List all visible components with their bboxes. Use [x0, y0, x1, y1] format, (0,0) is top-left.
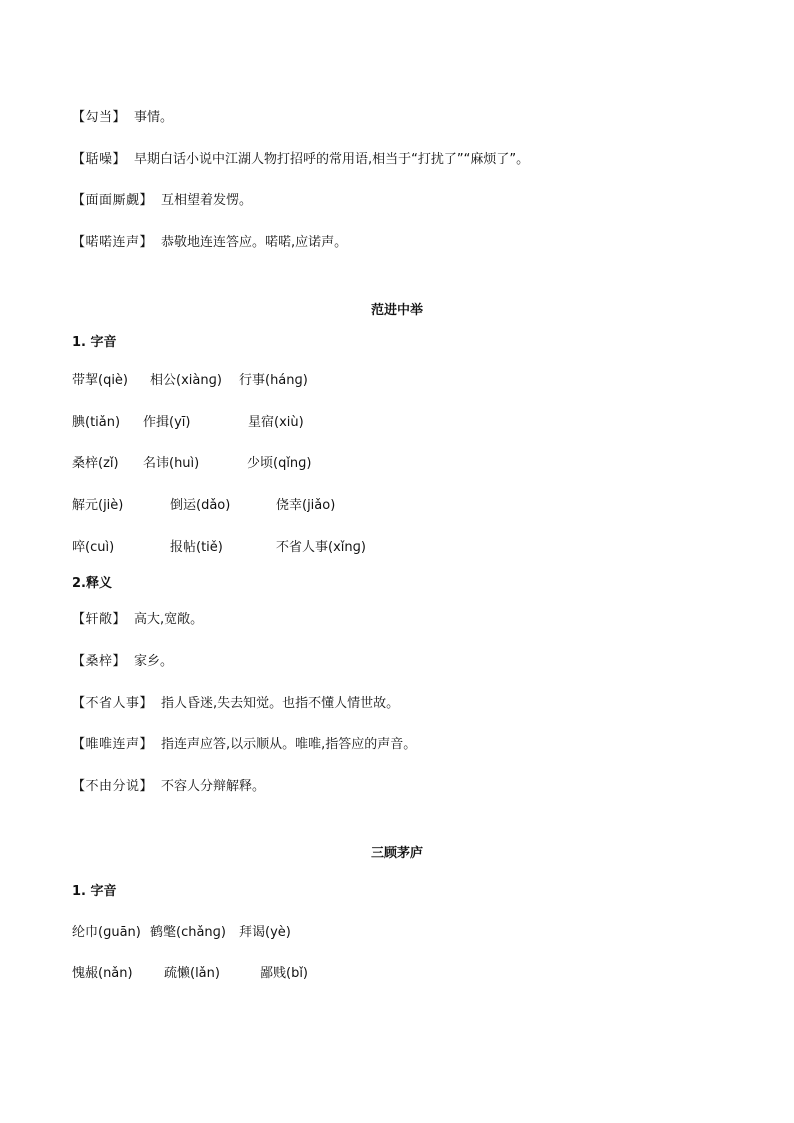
glossary-definition: 指连声应答,以示顺从。唯唯,指答应的声音。 [161, 737, 417, 752]
pronunciation-item: 疏懒(lǎn) [164, 966, 220, 981]
glossary-definition: 互相望着发愣。 [161, 193, 253, 208]
pronunciation-item: 侥幸(jiǎo) [276, 498, 336, 513]
glossary-term: 【聒噪】 [72, 152, 127, 167]
glossary-term: 【不省人事】 [72, 696, 154, 711]
glossary-entry [72, 233, 347, 253]
glossary-entry [72, 108, 173, 128]
pronunciation-item: 鹤氅(chǎnɡ) [150, 925, 226, 940]
glossary-term: 【勾当】 [72, 110, 127, 125]
pronunciation-item: 带挈(qiè) [72, 373, 129, 388]
glossary-definition: 事情。 [134, 110, 174, 125]
glossary-term: 【唯唯连声】 [72, 737, 154, 752]
pronunciation-item: 鄙贱(bǐ) [260, 966, 309, 981]
pronunciation-heading: 1. 字音 [72, 884, 117, 899]
pronunciation-item: 桑梓(zǐ) [72, 456, 119, 471]
glossary-definition: 早期白话小说中江湖人物打招呼的常用语,相当于“打扰了”“麻烦了”。 [134, 152, 530, 167]
glossary-entry [72, 735, 416, 755]
pronunciation-item: 解元(jiè) [72, 498, 124, 513]
glossary-entry [72, 652, 173, 672]
glossary-definition: 不容人分辩解释。 [161, 779, 266, 794]
pronunciation-item: 名讳(huì) [143, 456, 200, 471]
glossary-entry [72, 610, 203, 630]
pronunciation-heading: 1. 字音 [72, 335, 117, 350]
pronunciation-item: 腆(tiǎn) [72, 415, 121, 430]
glossary-definition: 高大,宽敞。 [134, 612, 204, 627]
glossary-definition: 恭敬地连连答应。喏喏,应诺声。 [161, 235, 348, 250]
glossary-term: 【喏喏连声】 [72, 235, 154, 250]
pronunciation-item: 不省人事(xǐnɡ) [276, 540, 366, 555]
pronunciation-item: 啐(cuì) [72, 540, 115, 555]
glossary-term: 【轩敞】 [72, 612, 127, 627]
pronunciation-item: 倒运(dǎo) [170, 498, 231, 513]
section-title: 三顾茅庐 [370, 846, 423, 861]
pronunciation-item: 星宿(xiù) [248, 415, 304, 430]
glossary-entry [72, 777, 265, 797]
glossary-definition: 指人昏迷,失去知觉。也指不懂人情世故。 [161, 696, 400, 711]
pronunciation-item: 拜谒(yè) [239, 925, 291, 940]
glossary-definition: 家乡。 [134, 654, 174, 669]
pronunciation-item: 愧赧(nǎn) [72, 966, 133, 981]
section-title: 范进中举 [370, 303, 423, 318]
pronunciation-item: 少顷(qǐnɡ) [247, 456, 312, 471]
glossary-term: 【面面厮觑】 [72, 193, 154, 208]
meaning-heading: 2.释义 [72, 576, 112, 591]
pronunciation-item: 纶巾(ɡuān) [72, 925, 141, 940]
glossary-entry [72, 191, 252, 211]
pronunciation-item: 作揖(yī) [143, 415, 191, 430]
glossary-entry [72, 150, 529, 170]
glossary-term: 【桑梓】 [72, 654, 127, 669]
pronunciation-item: 行事(hánɡ) [239, 373, 308, 388]
pronunciation-item: 相公(xiànɡ) [150, 373, 222, 388]
glossary-term: 【不由分说】 [72, 779, 154, 794]
glossary-entry [72, 694, 399, 714]
pronunciation-item: 报帖(tiě) [170, 540, 223, 555]
